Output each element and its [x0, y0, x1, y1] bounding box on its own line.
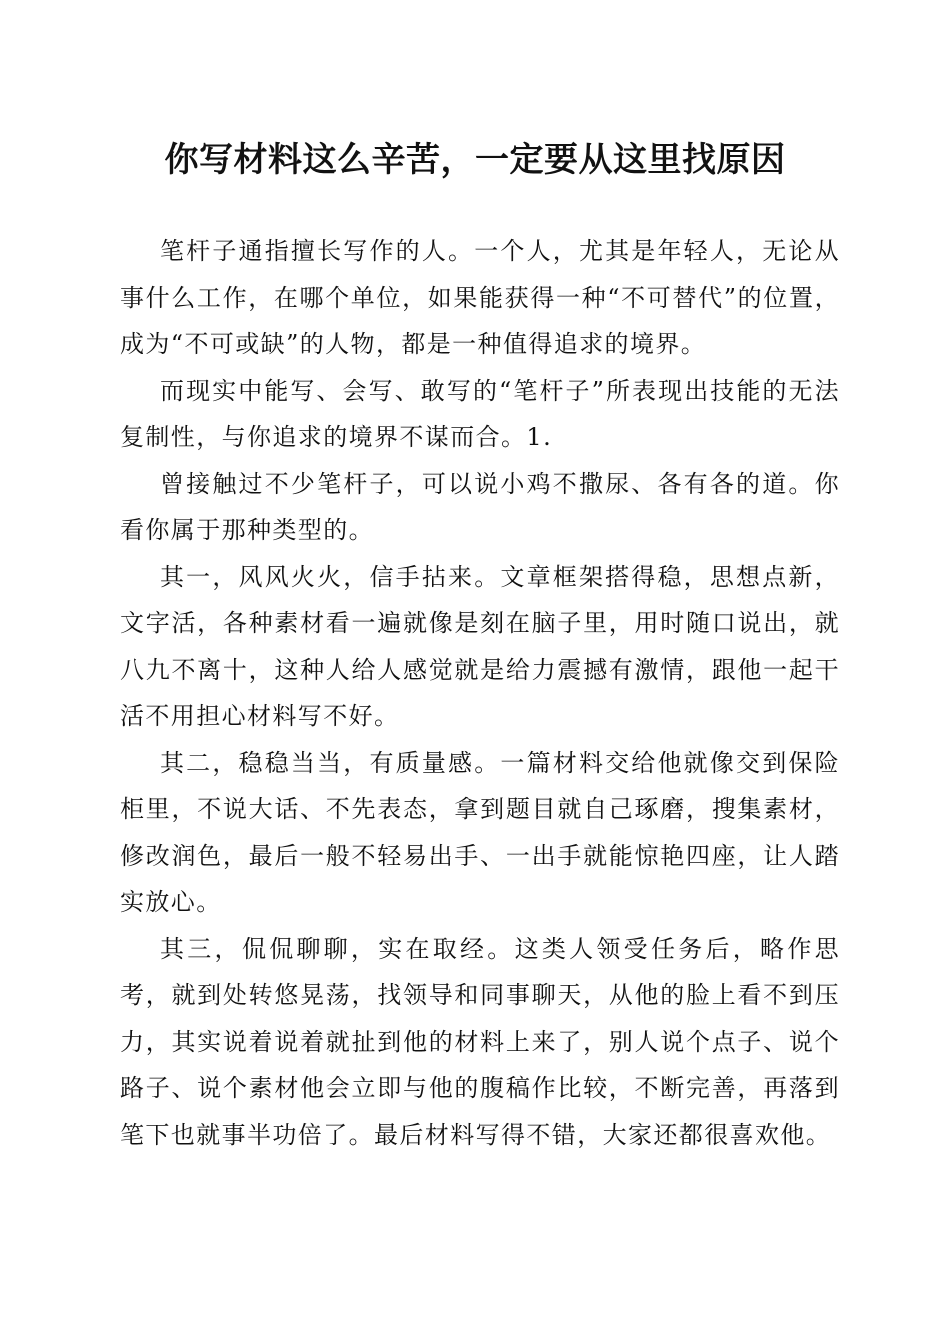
- paragraph-type-one: 其一，风风火火，信手拈来。文章框架搭得稳，思想点新，文字活，各种素材看一遍就像是刻在脑子里，用时随口说出，就八九不离十，这种人给人感觉就是给力震撼有激情，跟他一起干活不用担心材料写不好。: [120, 562, 840, 730]
- paragraph-type-two: 其二，稳稳当当，有质量感。一篇材料交给他就像交到保险柜里，不说大话、不先表态，拿到题目就自己琢磨，搜集素材，修改润色，最后一般不轻易出手、一出手就能惊艳四座，让人踏实放心。: [120, 748, 840, 916]
- paragraph-reality: 而现实中能写、会写、敢写的“笔杆子”所表现出技能的无法复制性，与你追求的境界不谋而合。1.: [120, 376, 840, 451]
- paragraph-types: 曾接触过不少笔杆子，可以说小鸡不撒尿、各有各的道。你看你属于那种类型的。: [120, 469, 840, 544]
- document-body: [120, 228, 840, 1158]
- paragraph-intro: 笔杆子通指擅长写作的人。一个人，尤其是年轻人，无论从事什么工作，在哪个单位，如果能获得一种“不可替代”的位置，成为“不可或缺”的人物，都是一种值得追求的境界。: [120, 237, 840, 358]
- paragraph-type-three: 其三，侃侃聊聊，实在取经。这类人领受任务后，略作思考，就到处转悠晃荡，找领导和同事聊天，从他的脸上看不到压力，其实说着说着就扯到他的材料上来了，别人说个点子、说个路子、说个素材他会立即与他的腹稿作比较，不断完善，再落到笔下也就事半功倍了。最后材料写得不错，大家还都很喜欢他。: [120, 934, 840, 1149]
- document-title: 你写材料这么辛苦，一定要从这里找原因: [164, 140, 786, 180]
